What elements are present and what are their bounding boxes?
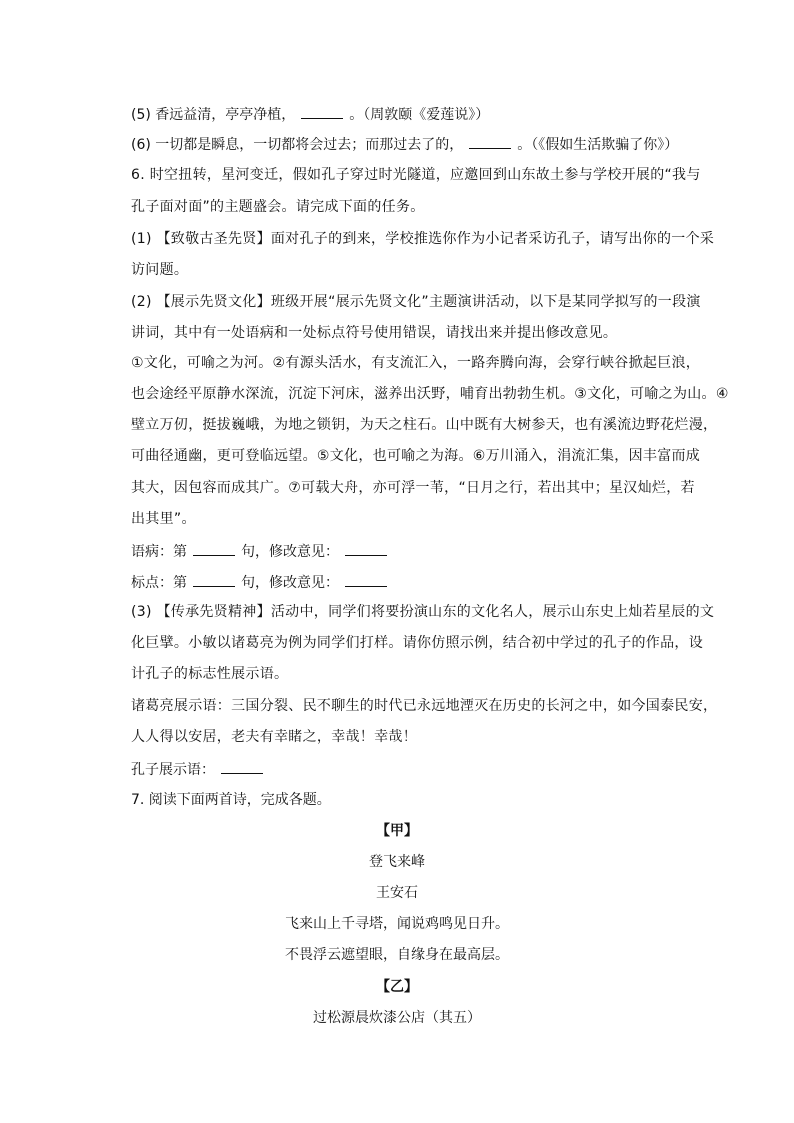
poem2-label: 【乙】 [376, 979, 418, 995]
q6-source: 。（《假如生活欺骗了你》） [517, 137, 679, 153]
answer-blank[interactable] [193, 572, 235, 587]
q5-text: (5) 香远益清，亭亭净植， [131, 107, 296, 123]
grammar-suggestion-label: 句，修改意见： [241, 544, 339, 560]
punctuation-suggestion-label: 句，修改意见： [241, 575, 339, 591]
answer-blank[interactable] [193, 541, 235, 556]
task2-line1: (2) 【展示先贤文化】班级开展“展示先贤文化”主题演讲活动，以下是某同学拟写的一段演 [131, 294, 701, 310]
answer-blank[interactable] [301, 104, 343, 119]
example-line1: 诸葛亮展示语：三国分裂、民不聊生的时代已永远地湮灭在历史的长河之中，如今国泰民安， [131, 698, 718, 714]
answer-blank[interactable] [221, 759, 263, 774]
confucius-label: 孔子展示语： [131, 762, 215, 778]
punctuation-label: 标点：第 [131, 575, 187, 591]
passage-line3: 壁立万仞，挺拔巍峨，为地之锁钥，为天之柱石。山中既有大树参天，也有溪流边野花烂漫， [131, 417, 718, 433]
passage-line2: 也会途经平原静水深流，沉淀下河床，滋养出沃野，哺育出勃勃生机。③文化，可喻之为山。④ [131, 386, 729, 402]
poem2-title: 过松源晨炊漆公店（其五） [313, 1010, 481, 1026]
answer-blank[interactable] [345, 541, 387, 556]
task1-line2: 访问题。 [131, 262, 189, 278]
poem1-title: 登飞来峰 [369, 854, 425, 870]
passage-line6: 出其里”。 [131, 511, 196, 527]
q6-text: (6) 一切都是瞬息，一切都将会过去；而那过去了的， [131, 137, 464, 153]
passage-line1: ①文化，可喻之为河。②有源头活水，有支流汇入，一路奔腾向海，会穿行峡谷掀起巨浪， [131, 355, 701, 371]
task3-line3: 计孔子的标志性展示语。 [131, 666, 289, 682]
q5-source: 。（周敦颐《爱莲说》） [349, 107, 490, 123]
task3-line2: 化巨擘。小敏以诸葛亮为例为同学们打样。请你仿照示例，结合初中学过的孔子的作品，设 [131, 635, 703, 651]
punctuation-answer-line [131, 572, 393, 592]
example-line2: 人人得以安居，老夫有幸睹之，幸哉！幸哉！ [131, 729, 417, 745]
passage-line5: 其大，因包容而成其广。⑦可载大舟，亦可浮一苇，“日月之行，若出其中；星汉灿烂，若 [131, 480, 695, 496]
question6-stem-line1: 6. 时空扭转，星河变迁，假如孔子穿过时光隧道，应邀回到山东故土参与学校开展的“我与 [131, 167, 701, 183]
question7-stem: 7. 阅读下面两首诗，完成各题。 [131, 792, 331, 808]
poem1-line2: 不畏浮云遮望眼，自缘身在最高层。 [285, 947, 509, 963]
task1-line1: (1) 【致敬古圣先贤】面对孔子的到来，学校推选你作为小记者采访孔子，请写出你的一个采 [131, 231, 715, 247]
poem1-line1: 飞来山上千寻塔，闻说鸡鸣见日升。 [285, 916, 509, 932]
task3-line1: (3) 【传承先贤精神】活动中，同学们将要扮演山东的文化名人，展示山东史上灿若星辰的文 [131, 604, 715, 620]
answer-blank[interactable] [345, 572, 387, 587]
grammar-label: 语病：第 [131, 544, 187, 560]
question6-stem-line2: 孔子面对面”的主题盛会。请完成下面的任务。 [131, 199, 425, 215]
q5-line [131, 104, 489, 124]
grammar-answer-line [131, 541, 393, 561]
confucius-answer-line [131, 759, 269, 779]
passage-line4: 可曲径通幽，更可登临远望。⑤文化，也可喻之为海。⑥万川涌入，涓流汇集，因丰富而成 [131, 448, 701, 464]
answer-blank[interactable] [469, 134, 511, 149]
q6-line [131, 134, 678, 154]
task2-line2: 讲词，其中有一处语病和一处标点符号使用错误，请找出来并提出修改意见。 [131, 325, 618, 341]
poem1-label: 【甲】 [376, 823, 418, 839]
poem1-author: 王安石 [376, 885, 418, 901]
